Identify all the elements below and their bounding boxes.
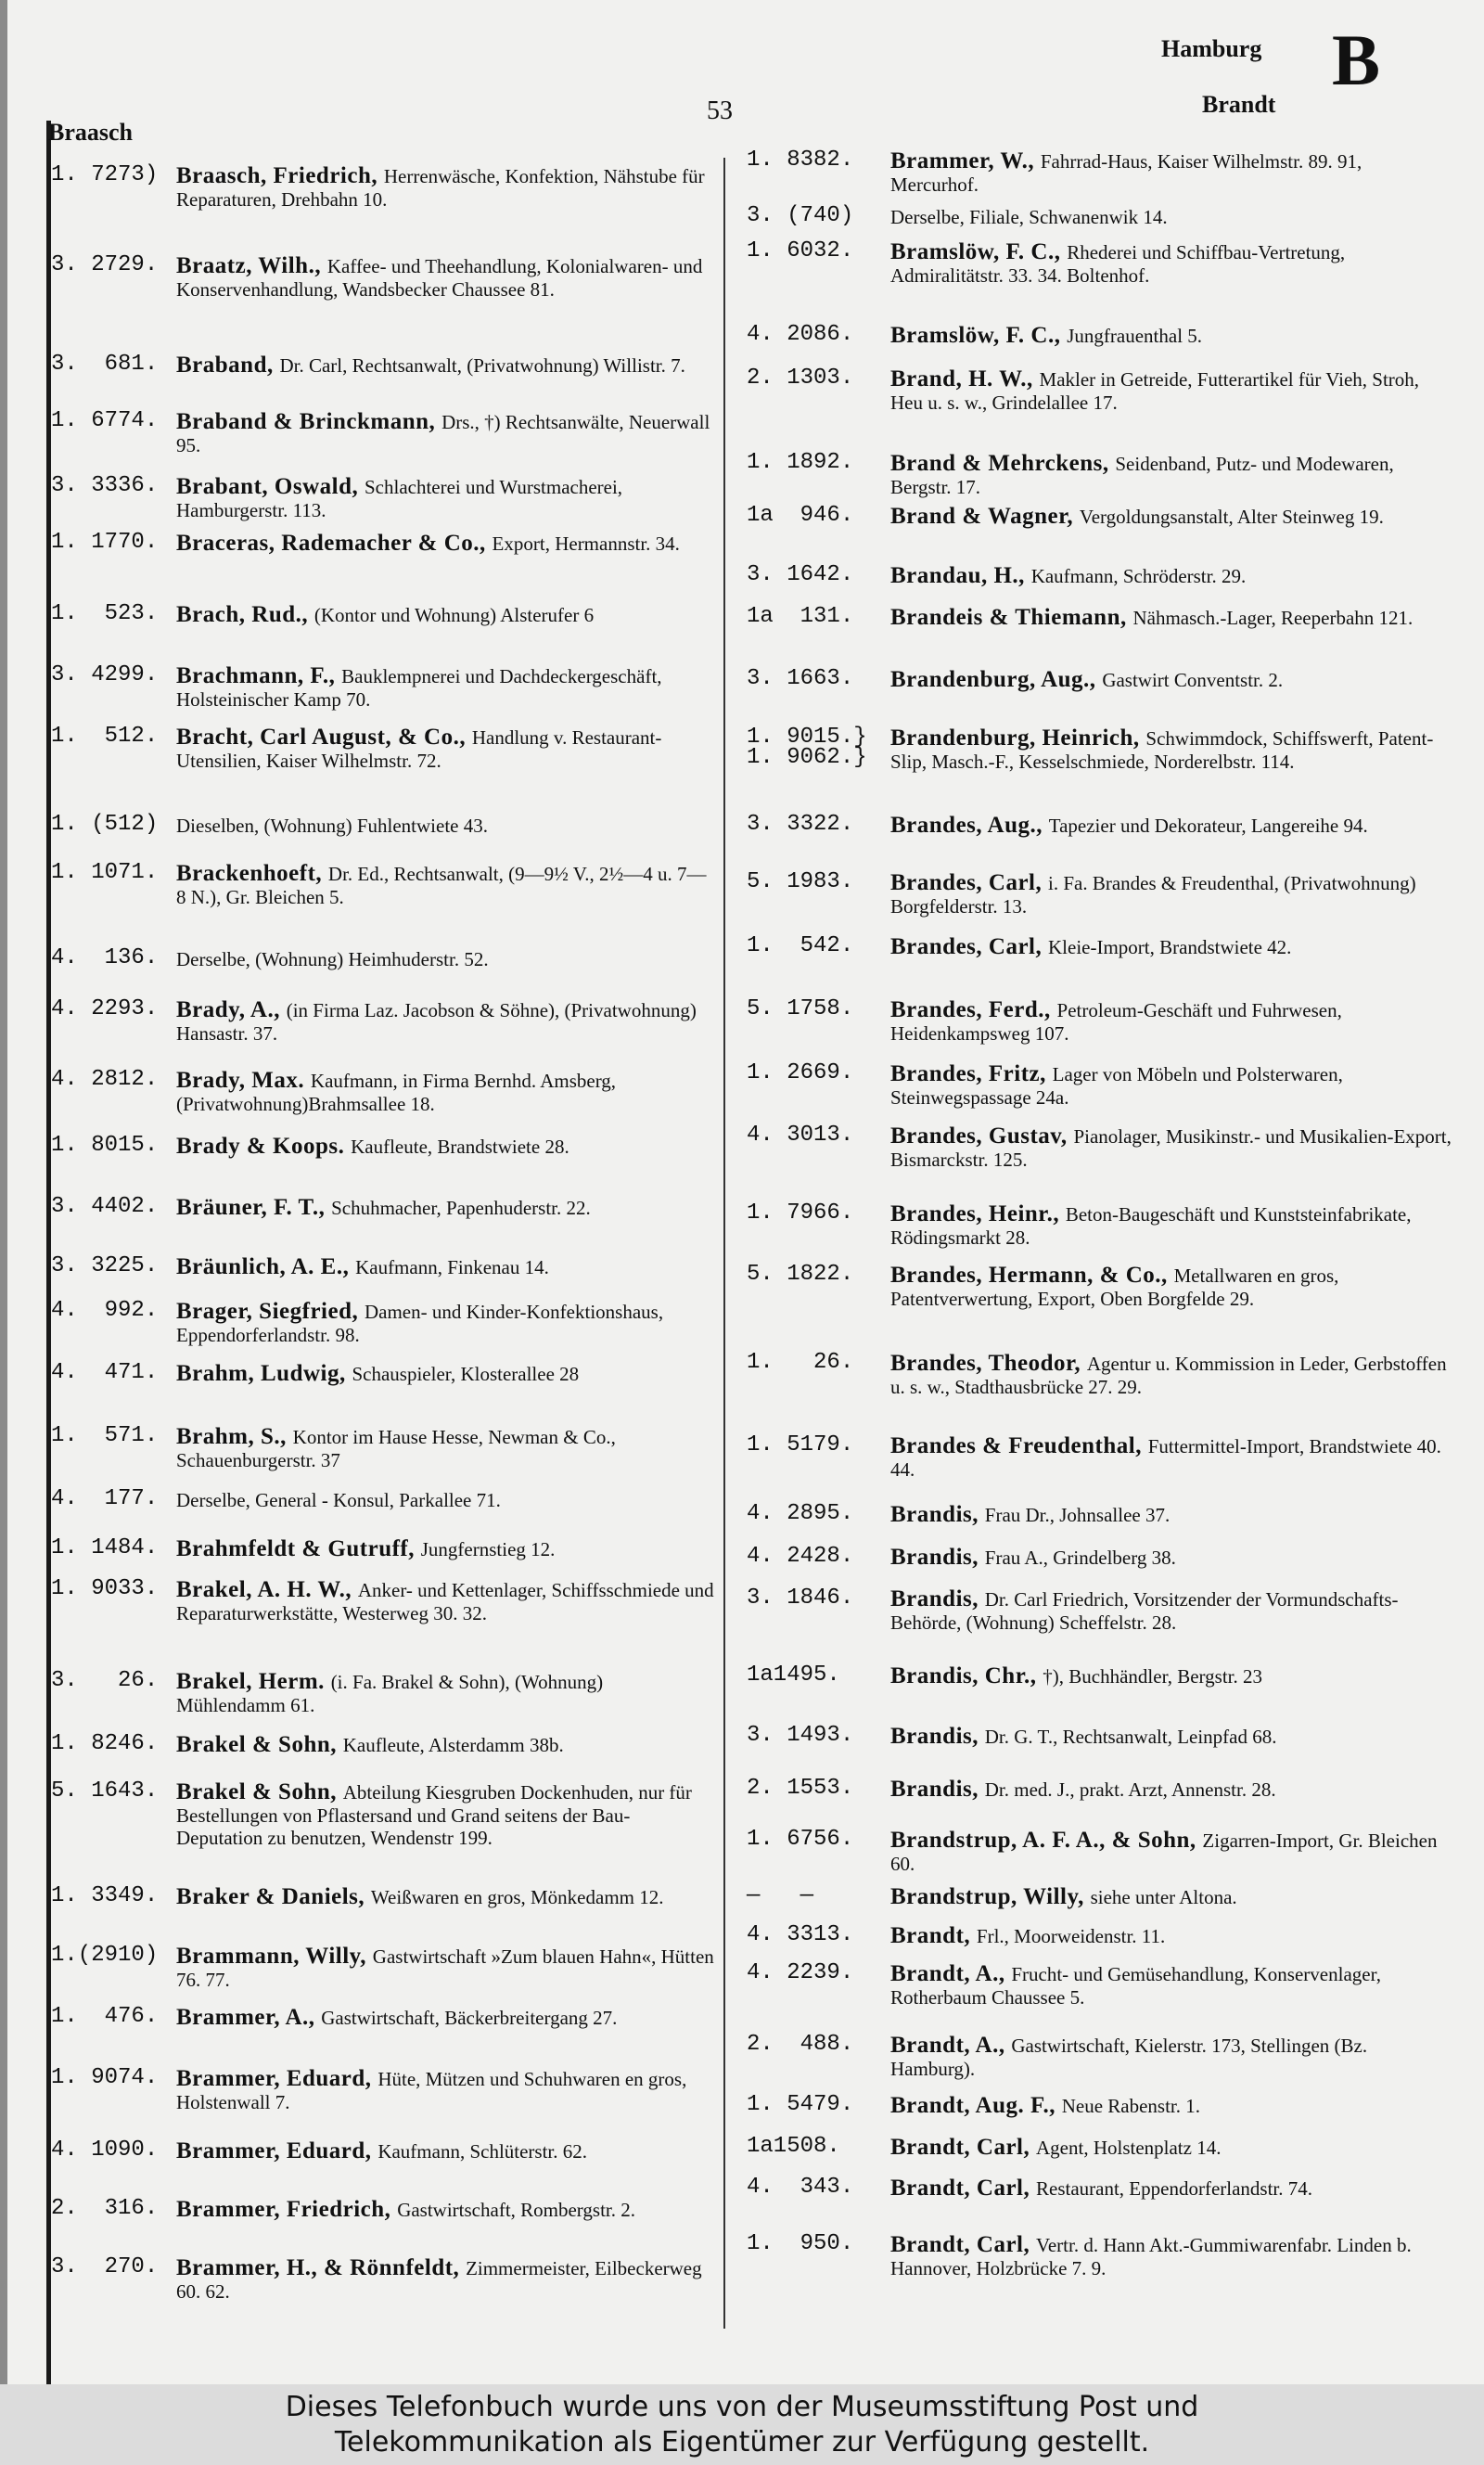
phone-number: 3. 1663.: [747, 666, 854, 691]
phone-number: 4. 2428.: [747, 1544, 854, 1569]
subscriber-name: Braceras, Rademacher & Co.,: [176, 531, 493, 556]
subscriber-details: Pianolager, Musikinstr.- und Musikalien-Export, Bismarckstr. 125.: [890, 1125, 1452, 1171]
phone-number: 1. 26.: [747, 1350, 854, 1375]
subscriber-details: Gastwirtschaft, Rombergstr. 2.: [397, 2199, 636, 2221]
listing-text: [890, 1665, 1452, 1688]
subscriber-details: Hüte, Mützen und Schuhwaren en gros, Holstenwall 7.: [176, 2068, 687, 2113]
phone-number: 3. 2729.: [51, 252, 159, 277]
phone-number: 1. 8015.: [51, 1133, 159, 1158]
listing-text: [176, 1945, 714, 1991]
listing-text: [176, 1426, 714, 1471]
subscriber-name: Brandes, Heinr.,: [890, 1201, 1066, 1226]
phone-number: 1a 946.: [747, 503, 854, 528]
page-number: 53: [707, 96, 733, 125]
header-letter: B: [1332, 19, 1381, 100]
subscriber-details: (i. Fa. Brakel & Sohn), (Wohnung) Mühlendamm 61.: [176, 1671, 604, 1716]
listing-text: [176, 1363, 714, 1386]
listing-text: [890, 1265, 1452, 1310]
phone-number: 4. 1090.: [51, 2138, 159, 2163]
phone-number: 1a1508.: [747, 2134, 840, 2159]
subscriber-name: Brandt, Carl,: [890, 2176, 1036, 2201]
listing-text: [890, 206, 1452, 229]
subscriber-name: Brandes, Gustav,: [890, 1123, 1074, 1149]
subscriber-name: Brammer, Eduard,: [176, 2066, 378, 2091]
subscriber-name: Bramslöw, F. C.,: [890, 239, 1068, 264]
phone-number: 4. 136.: [51, 945, 159, 970]
listing-text: [176, 665, 714, 711]
subscriber-details: Gastwirtschaft, Kielerstr. 173, Stellingen (Bz. Hamburg).: [890, 2035, 1368, 2080]
subscriber-name: Bracht, Carl August, & Co.,: [176, 725, 472, 750]
listing-text: [176, 863, 714, 908]
subscriber-name: Brandes, Theodor,: [890, 1351, 1087, 1376]
listing-text: [176, 604, 714, 627]
listing-text: [176, 476, 714, 521]
phone-number: 3. 681.: [51, 352, 159, 377]
phone-number: 1. 1484.: [51, 1535, 159, 1560]
listing-text: [890, 453, 1452, 498]
phone-number: 1. 3349.: [51, 1883, 159, 1908]
phone-number: 3. 4402.: [51, 1194, 159, 1219]
listing-text: [890, 2095, 1452, 2118]
subscriber-name: Bräuner, F. T.,: [176, 1195, 332, 1220]
subscriber-name: Brand & Mehrckens,: [890, 451, 1116, 476]
subscriber-details: Jungfrauenthal 5.: [1067, 325, 1203, 347]
phone-number: 1. 5179.: [747, 1432, 854, 1457]
phone-number: 5. 1983.: [747, 869, 854, 894]
subscriber-details: Gastwirtschaft »Zum blauen Hahn«, Hütten 76. 77.: [176, 1945, 714, 1991]
subscriber-details: Gastwirt Conventstr. 2.: [1102, 669, 1284, 691]
subscriber-details: Futtermittel-Import, Brandstwiete 40. 44.: [890, 1435, 1441, 1481]
subscriber-details: Anker- und Kettenlager, Schiffsschmiede und Reparaturwerkstätte, Westerweg 30. 32.: [176, 1579, 714, 1624]
subscriber-details: Zigarren-Import, Gr. Bleichen 60.: [890, 1829, 1438, 1875]
phone-number: 1. 7273): [51, 162, 159, 187]
subscriber-name: Brammer, W.,: [890, 148, 1041, 173]
phone-number: 3. 270.: [51, 2254, 159, 2279]
subscriber-details: Agentur u. Kommission in Leder, Gerbstoffen u. s. w., Stadthausbrücke 27. 29.: [890, 1353, 1447, 1398]
subscriber-details: i. Fa. Brandes & Freudenthal, (Privatwohnung) Borgfelderstr. 13.: [890, 872, 1416, 918]
subscriber-name: Braasch, Friedrich,: [176, 163, 384, 188]
subscriber-name: Bräunlich, A. E.,: [176, 1254, 356, 1279]
phone-number: 1. 7966.: [747, 1200, 854, 1226]
subscriber-name: Brandstrup, A. F. A., & Sohn,: [890, 1828, 1203, 1853]
subscriber-details: Agent, Holstenplatz 14.: [1036, 2137, 1222, 2159]
subscriber-details: Seidenband, Putz- und Modewaren, Bergstr. 17.: [890, 453, 1394, 498]
subscriber-details: Kaufmann, Finkenau 14.: [355, 1256, 549, 1278]
phone-number: 1. 1071.: [51, 860, 159, 885]
listing-text: [176, 726, 714, 772]
page-spine: [0, 0, 7, 2384]
phone-number: 3. 1642.: [747, 562, 854, 587]
phone-number: 1. 523.: [51, 601, 159, 626]
phone-number: 4. 2812.: [51, 1067, 159, 1092]
phone-number: 1. 1770.: [51, 530, 159, 555]
subscriber-name: Brandes & Freudenthal,: [890, 1433, 1148, 1458]
listing-text: [890, 368, 1452, 414]
listing-text: [176, 354, 714, 378]
subscriber-name: Brandes, Carl,: [890, 934, 1048, 959]
subscriber-details: Dieselben, (Wohnung) Fuhlentwiete 43.: [176, 815, 488, 837]
subscriber-details: Dr. Carl Friedrich, Vorsitzender der Vormundschafts-Behörde, (Wohnung) Scheffelstr. 28.: [890, 1588, 1399, 1634]
subscriber-details: Kaufmann, Schlüterstr. 62.: [377, 2140, 588, 2163]
phone-number: 4. 3313.: [747, 1922, 854, 1947]
listing-text: [890, 1063, 1452, 1109]
listing-text: [176, 815, 714, 838]
listing-text: [176, 948, 714, 971]
phone-number: 1. 571.: [51, 1423, 159, 1448]
subscriber-name: Brakel & Sohn,: [176, 1732, 343, 1757]
phone-number: 3. 3336.: [51, 473, 159, 498]
listing-text: [176, 2140, 714, 2163]
subscriber-details: Herrenwäsche, Konfektion, Nähstube für Reparaturen, Drehbahn 10.: [176, 165, 705, 211]
listing-text: [176, 999, 714, 1045]
listing-text: [176, 1197, 714, 1220]
footer-notice: [0, 2384, 1484, 2465]
phone-number: 4. 2895.: [747, 1501, 854, 1526]
phone-number: 4. 2239.: [747, 1960, 854, 1985]
listing-text: [176, 1136, 714, 1159]
listing-text: [890, 1353, 1452, 1398]
subscriber-details: siehe unter Altona.: [1090, 1886, 1237, 1908]
phone-number: 1. 8382.: [747, 148, 854, 173]
listing-text: [176, 1489, 714, 1512]
listing-text: [890, 815, 1452, 838]
subscriber-details: Abteilung Kiesgruben Dockenhuden, nur für Bestellungen von Pflastersand und Grand seitens der Bau-Deputation zu benutzen, Wendenstr 199.: [176, 1781, 692, 1849]
listing-text: [890, 1547, 1452, 1570]
header-right-name: Brandt: [1202, 91, 1276, 118]
subscriber-details: Vertr. d. Hann Akt.-Gummiwarenfabr. Linden b. Hannover, Holzbrücke 7. 9.: [890, 2234, 1412, 2279]
subscriber-details: Dr. Ed., Rechtsanwalt, (9—9½ V., 2½—4 u. 7—8 N.), Gr. Bleichen 5.: [176, 863, 707, 908]
subscriber-name: Brandenburg, Heinrich,: [890, 725, 1146, 751]
phone-number: 1. 512.: [51, 724, 159, 749]
binding-line: [46, 121, 51, 2384]
subscriber-name: Brachmann, F.,: [176, 663, 342, 688]
subscriber-details: Derselbe, Filiale, Schwanenwik 14.: [890, 206, 1168, 228]
listing-text: [176, 2257, 714, 2303]
subscriber-details: Vergoldungsanstalt, Alter Steinweg 19.: [1079, 506, 1384, 528]
phone-number: 3. 3225.: [51, 1253, 159, 1278]
subscriber-name: Brabant, Oswald,: [176, 474, 365, 499]
subscriber-name: Brammann, Willy,: [176, 1944, 373, 1969]
phone-number: 3. 4299.: [51, 662, 159, 687]
phone-number: 5. 1758.: [747, 996, 854, 1021]
phone-number: 1a 131.: [747, 604, 854, 629]
subscriber-name: Brandis, Chr.,: [890, 1663, 1043, 1688]
listing-text: [890, 1829, 1452, 1875]
phone-number: 1. 9033.: [51, 1576, 159, 1601]
subscriber-details: Jungfernstieg 12.: [420, 1538, 556, 1560]
listing-text: [176, 1301, 714, 1346]
phone-number: 1. 6756.: [747, 1827, 854, 1852]
subscriber-name: Brandis,: [890, 1502, 985, 1527]
listing-text: [890, 1435, 1452, 1481]
subscriber-details: (Kontor und Wohnung) Alsterufer 6: [313, 604, 595, 626]
subscriber-details: Schlachterei und Wurstmacherei, Hamburgerstr. 113.: [176, 476, 623, 521]
listing-text: [176, 1256, 714, 1279]
phone-number: 1. 542.: [747, 933, 854, 958]
subscriber-name: Brakel, A. H. W.,: [176, 1577, 358, 1602]
listing-text: [176, 1734, 714, 1757]
listing-text: [890, 727, 1452, 773]
phone-number: 1. 1892.: [747, 450, 854, 475]
subscriber-details: Schauspieler, Klosterallee 28: [352, 1363, 580, 1385]
subscriber-details: Beton-Baugeschäft und Kunststeinfabrikate, Rödingsmarkt 28.: [890, 1203, 1412, 1249]
listing-text: [176, 2007, 714, 2030]
subscriber-details: Metallwaren en gros, Patentverwertung, Export, Oben Borgfelde 29.: [890, 1265, 1339, 1310]
subscriber-details: Kaufleute, Alsterdamm 38b.: [342, 1734, 564, 1756]
listing-text: [176, 255, 714, 301]
subscriber-details: Rhederei und Schiffbau-Vertretung, Admiralitätstr. 33. 34. Boltenhof.: [890, 241, 1346, 287]
phone-number: 1. 9015.} 1. 9062.}: [747, 725, 867, 770]
phone-number: 4. 471.: [51, 1360, 159, 1385]
subscriber-name: Brandeis & Thiemann,: [890, 605, 1133, 630]
footer-line-2: Telekommunikation als Eigentümer zur Verfügung gestellt.: [334, 2426, 1150, 2459]
listing-text: [890, 241, 1452, 287]
phone-number: 3. (740): [747, 203, 854, 228]
subscriber-name: Brammer, H., & Rönnfeldt,: [176, 2255, 467, 2280]
subscriber-name: Brahm, S.,: [176, 1424, 293, 1449]
subscriber-details: Nähmasch.-Lager, Reeperbahn 121.: [1132, 607, 1414, 629]
subscriber-details: Zimmermeister, Eilbeckerweg 60. 62.: [176, 2257, 702, 2303]
subscriber-name: Brahm, Ludwig,: [176, 1361, 352, 1386]
subscriber-details: Petroleum-Geschäft und Fuhrwesen, Heidenkampsweg 107.: [890, 999, 1342, 1045]
subscriber-details: Lager von Möbeln und Polsterwaren, Steinwegspassage 24a.: [890, 1063, 1343, 1109]
subscriber-name: Brandau, H.,: [890, 563, 1031, 588]
subscriber-name: Braband & Brinckmann,: [176, 409, 442, 434]
subscriber-name: Brandt, Aug. F.,: [890, 2093, 1062, 2118]
phone-number: 1. 8246.: [51, 1731, 159, 1756]
subscriber-name: Brady & Koops.: [176, 1134, 352, 1159]
listing-text: [890, 607, 1452, 630]
subscriber-name: Brandis,: [890, 1586, 985, 1611]
phone-number: 1. 950.: [747, 2231, 854, 2256]
subscriber-name: Brand & Wagner,: [890, 504, 1080, 529]
listing-text: [890, 999, 1452, 1045]
subscriber-name: Brakel, Herm.: [176, 1669, 331, 1694]
subscriber-name: Brandt, Carl,: [890, 2232, 1036, 2257]
subscriber-details: Makler in Getreide, Futterartikel für Vieh, Stroh, Heu u. s. w., Grindelallee 17.: [890, 368, 1420, 414]
listing-text: [176, 1538, 714, 1561]
listing-text: [890, 1963, 1452, 2009]
phone-number: 5. 1822.: [747, 1262, 854, 1287]
phone-number: 2. 1553.: [747, 1776, 854, 1801]
subscriber-name: Bramslöw, F. C.,: [890, 323, 1068, 348]
subscriber-name: Brach, Rud.,: [176, 602, 314, 627]
phone-number: 1. 476.: [51, 2004, 159, 2029]
subscriber-name: Brammer, Eduard,: [176, 2138, 378, 2163]
phone-number: 3. 1846.: [747, 1586, 854, 1611]
subscriber-name: Brandes, Ferd.,: [890, 997, 1057, 1022]
subscriber-name: Brandes, Hermann, & Co.,: [890, 1263, 1174, 1288]
phone-number: 2. 488.: [747, 2032, 854, 2057]
listing-text: [176, 1886, 714, 1909]
subscriber-details: Frau A., Grindelberg 38.: [984, 1547, 1176, 1569]
subscriber-details: Frucht- und Gemüsehandlung, Konservenlager, Rotherbaum Chaussee 5.: [890, 1963, 1381, 2009]
listing-text: [890, 2177, 1452, 2201]
phone-number: 4. 3013.: [747, 1123, 854, 1148]
subscriber-details: Export, Hermannstr. 34.: [492, 533, 680, 555]
subscriber-details: †), Buchhändler, Bergstr. 23: [1043, 1665, 1262, 1688]
listing-text: [176, 1781, 714, 1850]
phone-number: 1. 6774.: [51, 408, 159, 433]
phone-number: 4. 2293.: [51, 996, 159, 1021]
listing-text: [890, 150, 1452, 196]
column-divider: [723, 158, 725, 2329]
listing-text: [890, 1726, 1452, 1749]
subscriber-details: Tapezier und Dekorateur, Langereihe 94.: [1048, 815, 1368, 837]
listing-text: [890, 2234, 1452, 2279]
subscriber-details: Drs., †) Rechtsanwälte, Neuerwall 95.: [176, 411, 710, 456]
subscriber-details: Frl., Moorweidenstr. 11.: [976, 1925, 1166, 1947]
subscriber-details: Fahrrad-Haus, Kaiser Wilhelmstr. 89. 91, Mercurhof.: [890, 150, 1362, 196]
subscriber-name: Brahmfeldt & Gutruff,: [176, 1536, 421, 1561]
listing-text: [890, 1504, 1452, 1527]
subscriber-name: Brandt, A.,: [890, 2033, 1012, 2058]
phone-number: 1. 9074.: [51, 2065, 159, 2090]
subscriber-details: Gastwirtschaft, Bäckerbreitergang 27.: [321, 2007, 618, 2029]
subscriber-name: Brammer, A.,: [176, 2005, 322, 2030]
subscriber-details: Kleie-Import, Brandstwiete 42.: [1048, 936, 1292, 958]
subscriber-name: Brandes, Carl,: [890, 870, 1048, 895]
listing-text: [176, 411, 714, 456]
phone-number: 4. 2086.: [747, 322, 854, 347]
listing-text: [890, 2035, 1452, 2080]
header-left-name: Braasch: [48, 119, 133, 146]
subscriber-name: Brandenburg, Aug.,: [890, 667, 1103, 692]
phone-number: 4. 177.: [51, 1486, 159, 1511]
subscriber-name: Braker & Daniels,: [176, 1884, 371, 1909]
subscriber-name: Braband,: [176, 353, 280, 378]
phone-number: 1. 6032.: [747, 238, 854, 263]
listing-text: [890, 1778, 1452, 1802]
phone-number: 3. 1493.: [747, 1723, 854, 1748]
subscriber-name: Brandstrup, Willy,: [890, 1884, 1091, 1909]
subscriber-details: Kaufmann, in Firma Bernhd. Amsberg, (Privatwohnung)Brahmsallee 18.: [176, 1070, 617, 1115]
listing-text: [890, 1125, 1452, 1171]
subscriber-name: Braatz, Wilh.,: [176, 253, 327, 278]
subscriber-details: Bauklempnerei und Dachdeckergeschäft, Holsteinischer Kamp 70.: [176, 665, 662, 711]
subscriber-details: Schuhmacher, Papenhuderstr. 22.: [331, 1197, 591, 1219]
subscriber-details: Neue Rabenstr. 1.: [1061, 2095, 1201, 2117]
subscriber-name: Brandt, Carl,: [890, 2135, 1036, 2160]
phone-number: 1. 5479.: [747, 2092, 854, 2117]
listing-text: [890, 565, 1452, 588]
subscriber-name: Brand, H. W.,: [890, 366, 1040, 392]
subscriber-name: Brandis,: [890, 1545, 985, 1570]
listing-text: [890, 872, 1452, 918]
subscriber-details: Derselbe, General - Konsul, Parkallee 71.: [176, 1489, 501, 1511]
subscriber-details: Frau Dr., Johnsallee 37.: [984, 1504, 1171, 1526]
listing-text: [176, 165, 714, 211]
phone-number: 3. 3322.: [747, 812, 854, 837]
subscriber-name: Brady, Max.: [176, 1068, 311, 1093]
listing-text: [890, 1588, 1452, 1634]
listing-text: [176, 533, 714, 556]
subscriber-details: Handlung v. Restaurant-Utensilien, Kaiser Wilhelmstr. 72.: [176, 726, 662, 772]
phone-number: 1.(2910): [51, 1943, 159, 1968]
phone-number: — —: [747, 1883, 814, 1908]
phone-number: 2. 316.: [51, 2196, 159, 2221]
subscriber-details: Dr. Carl, Rechtsanwalt, (Privatwohnung) Willistr. 7.: [279, 354, 685, 377]
listing-text: [890, 1203, 1452, 1249]
phone-number: 1. 2669.: [747, 1060, 854, 1085]
subscriber-details: Dr. med. J., prakt. Arzt, Annenstr. 28.: [984, 1778, 1276, 1801]
subscriber-details: Kaufmann, Schröderstr. 29.: [1030, 565, 1247, 587]
listing-text: [176, 2199, 714, 2222]
subscriber-details: Restaurant, Eppendorferlandstr. 74.: [1036, 2177, 1312, 2200]
subscriber-name: Brady, A.,: [176, 997, 287, 1022]
subscriber-details: Schwimmdock, Schiffswerft, Patent-Slip, Masch.-F., Kesselschmiede, Norderelbstr. 114.: [890, 727, 1434, 773]
listing-text: [890, 669, 1452, 692]
phone-number: 4. 343.: [747, 2175, 854, 2200]
phone-number: 3. 26.: [51, 1668, 159, 1693]
subscriber-details: Weißwaren en gros, Mönkedamm 12.: [370, 1886, 664, 1908]
subscriber-name: Brandes, Fritz,: [890, 1061, 1053, 1086]
subscriber-name: Brager, Siegfried,: [176, 1299, 365, 1324]
subscriber-name: Brackenhoeft,: [176, 861, 328, 886]
subscriber-name: Brandis,: [890, 1724, 985, 1749]
subscriber-details: Derselbe, (Wohnung) Heimhuderstr. 52.: [176, 948, 489, 970]
subscriber-name: Brammer, Friedrich,: [176, 2197, 398, 2222]
listing-text: [176, 1579, 714, 1624]
listing-text: [176, 1671, 714, 1716]
phone-number: 2. 1303.: [747, 366, 854, 391]
subscriber-name: Brandt, A.,: [890, 1961, 1012, 1986]
subscriber-details: Dr. G. T., Rechtsanwalt, Leinpfad 68.: [984, 1726, 1277, 1748]
listing-text: [890, 1925, 1452, 1948]
listing-text: [890, 936, 1452, 959]
phone-number: 1a1495.: [747, 1663, 840, 1688]
phone-number: 1. (512): [51, 812, 159, 837]
footer-line-1: Dieses Telefonbuch wurde uns von der Museumsstiftung Post und: [285, 2391, 1199, 2423]
subscriber-details: Kontor im Hause Hesse, Newman & Co., Schauenburgerstr. 37: [176, 1426, 616, 1471]
listing-text: [890, 2137, 1452, 2160]
listing-text: [176, 2068, 714, 2113]
subscriber-name: Brandt,: [890, 1923, 977, 1948]
subscriber-details: (in Firma Laz. Jacobson & Söhne), (Privatwohnung) Hansastr. 37.: [176, 999, 697, 1045]
listing-text: [890, 1886, 1452, 1909]
subscriber-details: Damen- und Kinder-Konfektionshaus, Eppendorferlandstr. 98.: [176, 1301, 664, 1346]
phone-number: 4. 992.: [51, 1298, 159, 1323]
subscriber-name: Brandis,: [890, 1777, 985, 1802]
header-city: Hamburg: [1161, 35, 1262, 62]
subscriber-details: Kaufleute, Brandstwiete 28.: [351, 1136, 569, 1158]
listing-text: [176, 1070, 714, 1115]
phone-number: 5. 1643.: [51, 1778, 159, 1804]
subscriber-name: Brakel & Sohn,: [176, 1779, 343, 1804]
subscriber-details: Kaffee- und Theehandlung, Kolonialwaren- und Konservenhandlung, Wandsbecker Chaussee 81.: [176, 255, 703, 301]
listing-text: [890, 506, 1452, 529]
subscriber-name: Brandes, Aug.,: [890, 813, 1049, 838]
listing-text: [890, 325, 1452, 348]
